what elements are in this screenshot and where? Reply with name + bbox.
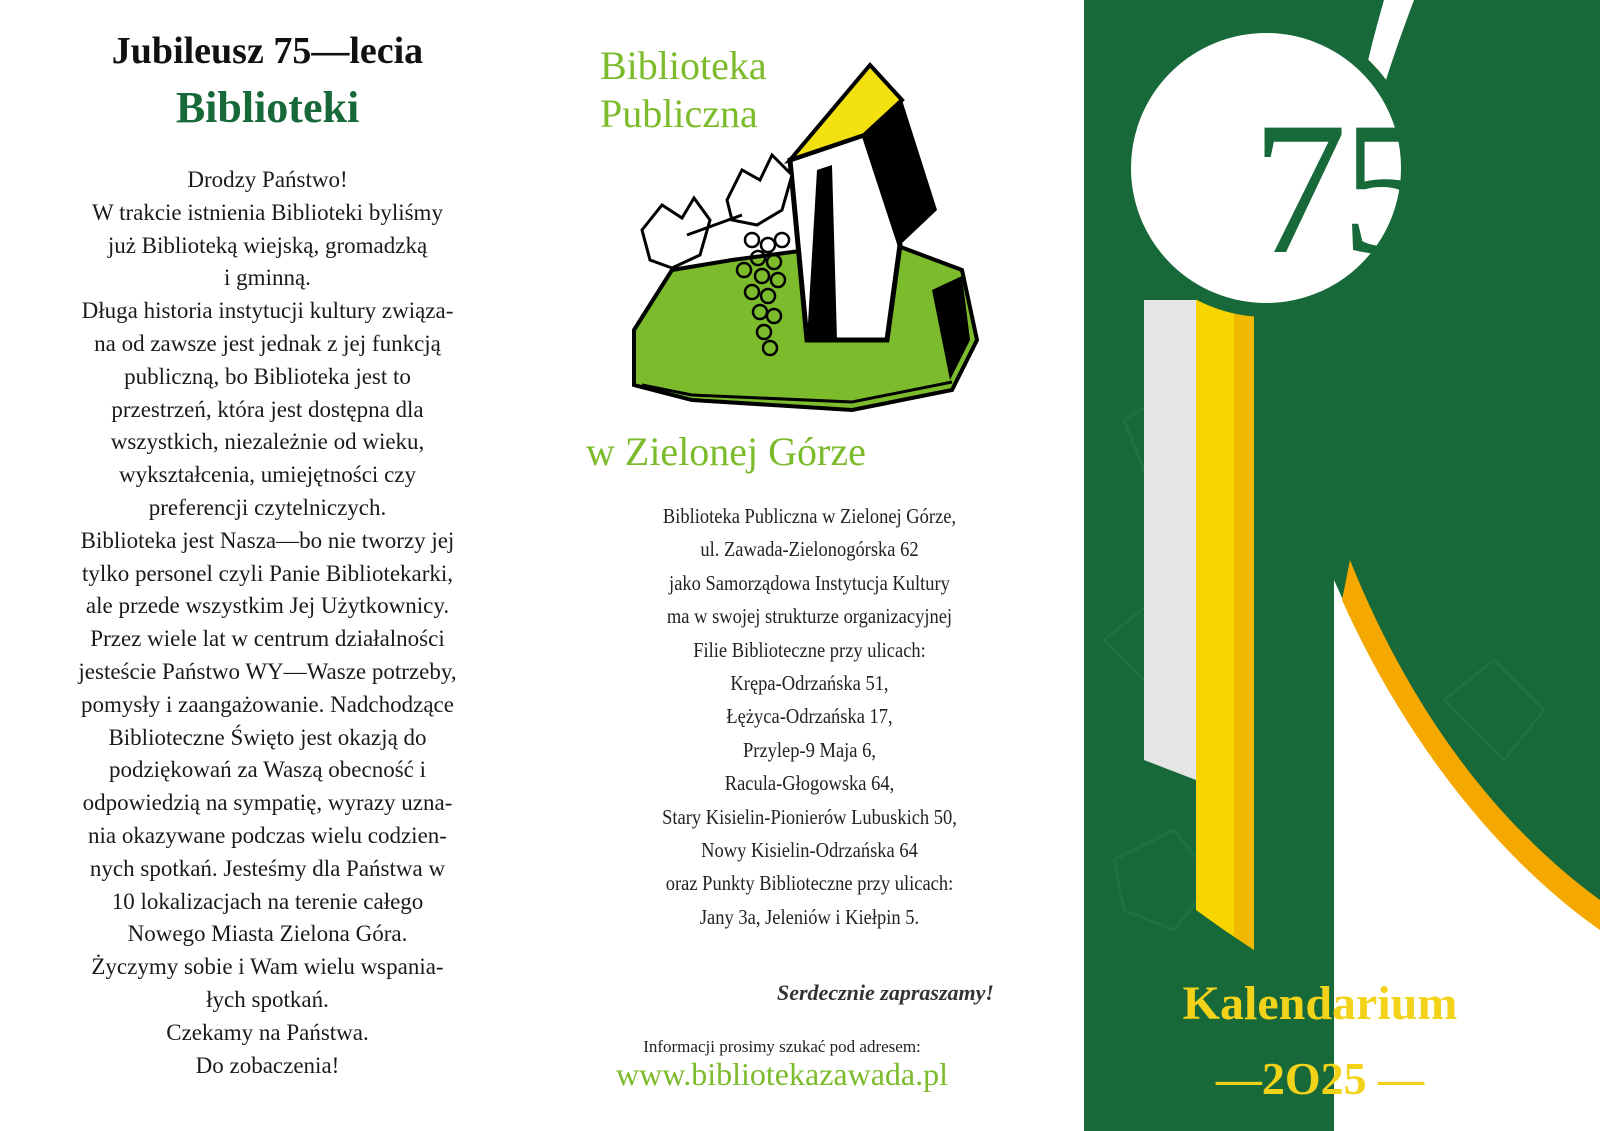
greeting-line: tylko personel czyli Panie Bibliotekarki,	[81, 560, 454, 586]
greeting-line: Biblioteka jest Nasza—bo nie tworzy jej	[80, 527, 455, 553]
logo-text-location: w Zielonej Górze	[586, 429, 866, 474]
greeting-line: nych spotkań. Jesteśmy dla Państwa w	[89, 855, 446, 881]
greeting-line: Nowego Miasta Zielona Góra.	[127, 921, 408, 947]
website-link[interactable]: www.bibliotekazawada.pl	[615, 1056, 949, 1092]
library-logo	[582, 30, 1002, 480]
branch-list	[582, 500, 1037, 934]
greeting-line: 10 lokalizacjach na terenie całego	[111, 888, 424, 914]
info-line: Nowy Kisielin-Odrzańska 64	[701, 838, 918, 863]
greeting-line: Biblioteczne Święto jest okazją do	[108, 724, 427, 750]
calendar-year: —2O25 —	[1215, 1053, 1425, 1104]
greeting-line: na od zawsze jest jednak z jej funkcją	[94, 330, 441, 356]
info-note: Informacji prosimy szukać pod adresem:	[643, 1037, 921, 1056]
logo-text-publiczna: Publiczna	[600, 91, 758, 136]
greeting-text	[20, 164, 515, 1082]
info-line: ma w swojej strukturze organizacyjnej	[666, 604, 953, 629]
greeting-line: pomysły i zaangażowanie. Nadchodzące	[81, 691, 454, 717]
info-line: Łężyca-Odrzańska 17,	[726, 704, 893, 729]
greeting-line: Przez wiele lat w centrum działalności	[90, 626, 445, 652]
greeting-line: Drodzy Państwo!	[187, 167, 348, 192]
invitation-text: Serdecznie zapraszamy!	[777, 980, 994, 1005]
greeting-line: przestrzeń, która jest dostępna dla	[111, 396, 424, 422]
greeting-line: już Biblioteką wiejską, gromadzką	[107, 232, 428, 258]
greeting-line: W trakcie istnienia Biblioteki byliśmy	[92, 199, 443, 225]
greeting-line: publiczną, bo Biblioteka jest to	[124, 363, 411, 389]
cover-title-location: w Zielonej Górze	[1346, 508, 1544, 538]
greeting-line: nia okazywane podczas wielu codzien-	[88, 822, 447, 848]
jubilee-title: Jubileusz 75—lecia	[111, 30, 424, 72]
info-line: jako Samorządowa Instytucja Kultury	[669, 570, 950, 595]
greeting-line: jesteście Państwo WY—Wasze potrzeby,	[78, 658, 457, 684]
library-info-panel	[582, 0, 1082, 1131]
greeting-line: ale przede wszystkim Jej Użytkownicy.	[85, 593, 450, 619]
info-line: Jany 3a, Jeleniów i Kiełpin 5.	[699, 904, 920, 929]
info-line: Krępa-Odrzańska 51,	[730, 671, 889, 696]
greeting-line: Życzymy sobie i Wam wielu wspania-	[91, 954, 444, 980]
greeting-line: podziękowań za Waszą obecność i	[108, 757, 427, 783]
greeting-line: wykształcenia, umiejętności czy	[119, 462, 416, 488]
greeting-line: wszystkich, niezależnie od wieku,	[110, 429, 425, 455]
greeting-line: odpowiedzią na sympatię, wyrazy uzna-	[82, 790, 453, 816]
greeting-line: i gminną.	[224, 265, 311, 291]
greeting-line: Czekamy na Państwa.	[166, 1019, 369, 1045]
greeting-line: Długa historia instytucji kultury związa-	[81, 298, 454, 324]
info-line: Przylep-9 Maja 6,	[742, 737, 876, 762]
cover-title-publiczna: Publiczna	[1346, 429, 1545, 481]
greeting-line: preferencji czytelniczych.	[148, 494, 387, 520]
cover-title-biblioteka: Biblioteka	[1346, 353, 1553, 405]
greeting-line: Do zobaczenia!	[195, 1052, 340, 1078]
calendar-cover-panel	[1084, 0, 1600, 1131]
kalendarium-heading: Kalendarium	[1182, 977, 1458, 1030]
info-line: ul. Zawada-Zielonogórska 62	[700, 537, 919, 562]
info-line: oraz Punkty Biblioteczne przy ulicach:	[665, 871, 954, 896]
logo-text-biblioteka: Biblioteka	[600, 43, 767, 88]
greeting-line: łych spotkań.	[206, 986, 329, 1012]
info-line: Biblioteka Publiczna w Zielonej Górze,	[662, 504, 957, 528]
anniversary-badge-number: 75	[1252, 84, 1430, 294]
info-line: Filie Biblioteczne przy ulicach:	[693, 637, 926, 662]
info-line: Racula-Głogowska 64,	[724, 771, 895, 796]
jubilee-subtitle: Biblioteki	[175, 83, 360, 132]
jubilee-letter-panel	[0, 0, 535, 1131]
info-line: Stary Kisielin-Pionierów Lubuskich 50,	[662, 804, 957, 829]
